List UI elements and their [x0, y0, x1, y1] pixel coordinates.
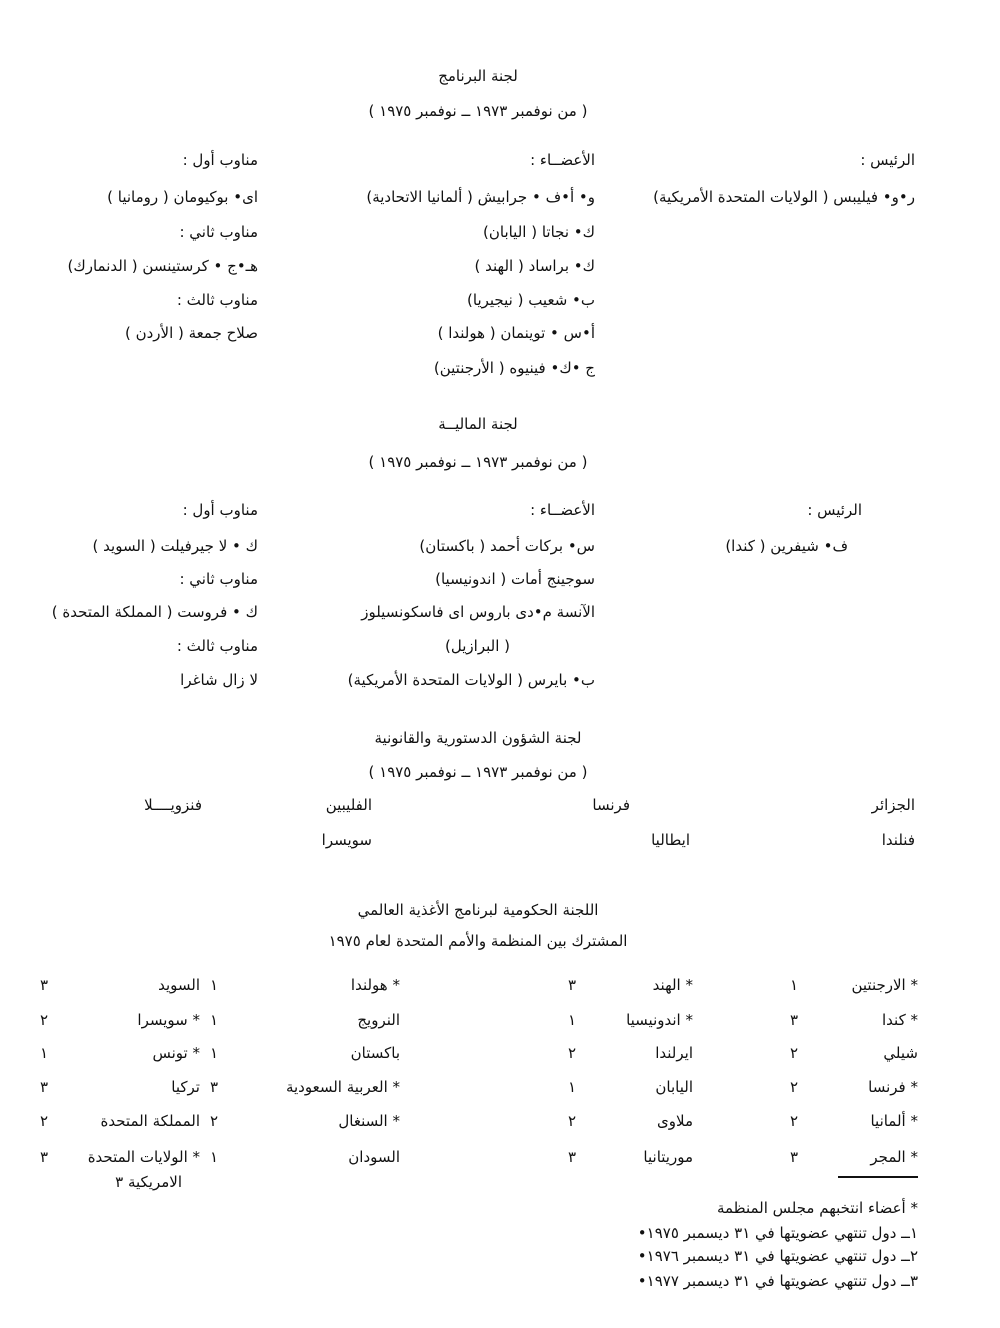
program-alternate: صلاح جمعة ( الأردن ): [124, 324, 258, 342]
wfp-member-cell: [568, 1043, 693, 1063]
wfp-term-number: ٢: [790, 1044, 799, 1062]
wfp-term-number: ٢: [210, 1112, 219, 1130]
wfp-member-cell: [790, 1043, 918, 1063]
wfp-country: تركيا: [171, 1078, 200, 1096]
wfp-term-number: ٣: [790, 1011, 799, 1029]
finance-alternate: مناوب ثاني :: [179, 570, 258, 588]
program-member: و• أ•ف • جرابيش ( ألمانيا الاتحادية): [366, 188, 595, 206]
wfp-member-cell: [790, 1077, 918, 1097]
wfp-term-number: ٢: [568, 1112, 577, 1130]
wfp-member-cell: [790, 975, 918, 995]
wfp-country: * السنغال: [338, 1112, 400, 1130]
wfp-member-cell: [40, 1111, 200, 1131]
wfp-member-cell: [210, 1077, 400, 1097]
wfp-term-number: ١: [210, 976, 219, 994]
wfp-term-number: ٢: [40, 1011, 49, 1029]
program-members-label: الأعضــاء :: [530, 151, 595, 169]
legal-country: الجزائر: [871, 796, 915, 814]
wfp-country: * تونس: [152, 1044, 200, 1062]
wfp-member-cell: [790, 1111, 918, 1131]
program-chair-label: الرئيس :: [860, 151, 915, 169]
program-member: ك• نجاتا ( اليابان): [483, 223, 595, 241]
wfp-country: السويد: [158, 976, 200, 994]
footnote: ٣ــ دول تنتهي عضويتها في ٣١ ديسمبر ١٩٧٧•: [637, 1272, 918, 1290]
wfp-term-number: ١: [568, 1011, 577, 1029]
wfp-term-number: ١: [568, 1078, 577, 1096]
wfp-country: * المجر: [870, 1148, 918, 1166]
legal-country: ايطاليا: [651, 831, 690, 849]
wfp-term-number: ٣: [568, 976, 577, 994]
wfp-country: اليابان: [655, 1078, 693, 1096]
wfp-country: * فرنسا: [868, 1078, 918, 1096]
wfp-term-number: ٢: [790, 1078, 799, 1096]
wfp-country: * كندا: [882, 1011, 918, 1029]
wfp-term-number: ٣: [40, 1078, 49, 1096]
wfp-term-number: ٣: [210, 1078, 219, 1096]
wfp-country: السودان: [348, 1148, 400, 1166]
wfp-member-cell: [568, 1111, 693, 1131]
legal-country: سويسرا: [321, 831, 372, 849]
wfp-member-cell: [40, 1043, 200, 1063]
legal-country: فنزويــــلا: [144, 796, 202, 814]
wfp-term-number: ١: [40, 1044, 49, 1062]
wfp-term-number: ٢: [790, 1112, 799, 1130]
wfp-member-cell: [210, 975, 400, 995]
program-period: ( من نوفمبر ١٩٧٣ ــ نوفمبر ١٩٧٥ ): [368, 102, 588, 120]
wfp-country: * هولندا: [350, 976, 400, 994]
finance-title: لجنة الماليــة: [438, 415, 518, 433]
legal-country: الفليبين: [325, 796, 372, 814]
program-chair: ر•و• فيليبس ( الولايات المتحدة الأمريكية): [653, 188, 915, 206]
wfp-country: ملاوى: [657, 1112, 693, 1130]
wfp-term-number: ١: [210, 1011, 219, 1029]
finance-alternate: مناوب أول :: [182, 501, 258, 519]
legal-country: فنلندا: [881, 831, 915, 849]
wfp-country: * سويسرا: [137, 1011, 200, 1029]
footnote-divider: [838, 1176, 918, 1178]
wfp-member-cell: [210, 1010, 400, 1030]
finance-member: س• بركات أحمد ( باكستان): [419, 537, 595, 555]
program-alternate: هـ•ج • كرستينسن ( الدنمارك): [67, 257, 258, 275]
wfp-title: اللجنة الحكومية لبرنامج الأغذية العالمي: [357, 901, 599, 919]
wfp-country: باكستان: [350, 1044, 400, 1062]
program-member: ك• براساد ( الهند ): [474, 257, 595, 275]
wfp-country: * العربية السعودية: [285, 1078, 400, 1096]
wfp-member-cell: [210, 1147, 400, 1167]
wfp-country: النرويج: [357, 1011, 400, 1029]
legal-title: لجنة الشؤون الدستورية والقانونية: [374, 729, 582, 747]
finance-member: ب• بايرس ( الولايات المتحدة الأمريكية): [347, 671, 595, 689]
footnote: * أعضاء انتخبهم مجلس المنظمة: [716, 1199, 918, 1217]
finance-member: سوجينج أمات ( اندونيسيا): [435, 570, 595, 588]
wfp-country: * الولايات المتحدة: [87, 1148, 200, 1166]
wfp-country: موريتانيا: [643, 1148, 693, 1166]
wfp-member-cell: [790, 1147, 918, 1167]
wfp-member-cell: [40, 975, 200, 995]
program-title: لجنة البرنامج: [438, 67, 518, 85]
wfp-country-continued: الامريكية ٣: [115, 1173, 182, 1191]
wfp-member-cell: [790, 1010, 918, 1030]
wfp-member-cell: [40, 1077, 200, 1097]
wfp-term-number: ٣: [40, 976, 49, 994]
wfp-country: * الهند: [652, 976, 693, 994]
program-alternate: مناوب أول :: [182, 151, 258, 169]
program-alternate: مناوب ثاني :: [179, 223, 258, 241]
wfp-term-number: ١: [210, 1044, 219, 1062]
wfp-term-number: ٢: [568, 1044, 577, 1062]
finance-period: ( من نوفمبر ١٩٧٣ ــ نوفمبر ١٩٧٥ ): [368, 453, 588, 471]
program-member: ب• شعيب ( نيجيريا): [467, 291, 595, 309]
wfp-term-number: ٣: [568, 1148, 577, 1166]
wfp-term-number: ٣: [790, 1148, 799, 1166]
finance-alternate: لا زال شاغرا: [180, 671, 258, 689]
wfp-country: * الارجنتين: [851, 976, 918, 994]
wfp-term-number: ٣: [40, 1148, 49, 1166]
program-member: أ•س • توينمان ( هولندا ): [437, 324, 595, 342]
wfp-member-cell: [210, 1043, 400, 1063]
wfp-country: * اندونيسيا: [626, 1011, 693, 1029]
finance-member: الآنسة م•دى باروس اى فاسكونسيلوز: [361, 603, 595, 621]
wfp-term-number: ٢: [40, 1112, 49, 1130]
wfp-member-cell: [568, 1010, 693, 1030]
finance-chair-label: الرئيس :: [807, 501, 862, 519]
finance-alternate: مناوب ثالث :: [176, 637, 258, 655]
finance-chair: ف• شيفرين ( كندا): [725, 537, 848, 555]
finance-member: ( البرازيل): [445, 637, 510, 655]
finance-members-label: الأعضــاء :: [530, 501, 595, 519]
wfp-member-cell: [568, 1147, 693, 1167]
wfp-term-number: ١: [790, 976, 799, 994]
wfp-member-cell: [568, 975, 693, 995]
finance-alternate: ك • لا جيرفيلت ( السويد ): [92, 537, 258, 555]
wfp-member-cell: [568, 1077, 693, 1097]
program-alternate: اى• بوكيومان ( رومانيا ): [107, 188, 258, 206]
wfp-subtitle: المشترك بين المنظمة والأمم المتحدة لعام ١٩٧٥: [328, 932, 628, 950]
wfp-country: * ألمانيا: [870, 1112, 918, 1130]
footnote: ٢ــ دول تنتهي عضويتها في ٣١ ديسمبر ١٩٧٦•: [637, 1247, 918, 1265]
legal-period: ( من نوفمبر ١٩٧٣ ــ نوفمبر ١٩٧٥ ): [368, 763, 588, 781]
footnote: ١ــ دول تنتهي عضويتها في ٣١ ديسمبر ١٩٧٥•: [637, 1224, 918, 1242]
wfp-country: ايرلندا: [655, 1044, 693, 1062]
wfp-member-cell: [40, 1147, 200, 1167]
wfp-term-number: ١: [210, 1148, 219, 1166]
wfp-country: شيلي: [883, 1044, 918, 1062]
legal-country: فرنسا: [592, 796, 630, 814]
wfp-member-cell: [210, 1111, 400, 1131]
program-member: ج •ك• فينيوه ( الأرجنتين): [433, 359, 595, 377]
wfp-member-cell: [40, 1010, 200, 1030]
finance-alternate: ك • فروست ( المملكة المتحدة ): [51, 603, 258, 621]
wfp-country: المملكة المتحدة: [100, 1112, 200, 1130]
program-alternate: مناوب ثالث :: [176, 291, 258, 309]
